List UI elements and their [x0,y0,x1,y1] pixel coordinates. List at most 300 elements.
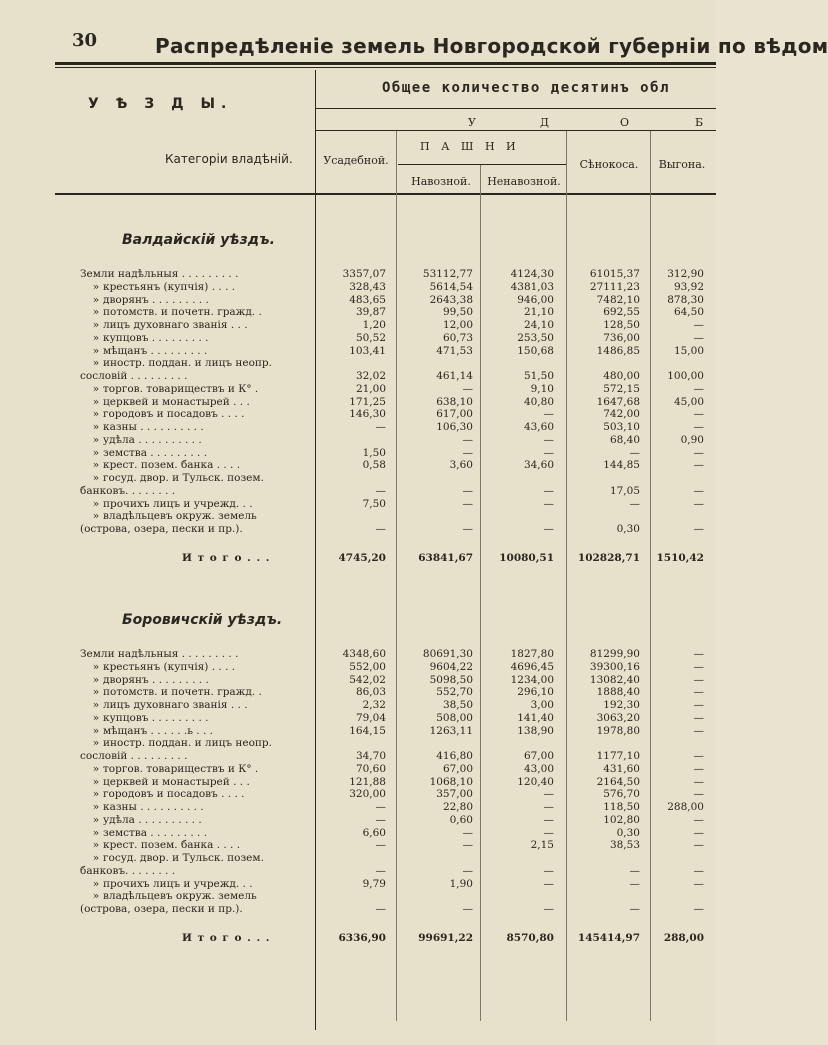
table-cell: — [629,498,640,510]
table-row [0,712,716,725]
table-cell: — [693,839,704,851]
table-cell: 68,40 [609,434,640,446]
table-cell: 1978,80 [596,725,640,737]
ditto-mark: » [92,498,100,510]
table-cell: — [693,865,704,877]
row-label: лицъ духовнаго званія . . . [103,319,248,331]
table-cell: — [693,763,704,775]
row-label: (острова, озера, пески и пр.). [80,903,243,915]
row-label: казны . . . . . . . . . . [103,421,204,433]
table-cell: — [375,485,386,497]
table-row [0,763,716,776]
table-cell: 102,80 [603,814,640,826]
total-cell: 8570,80 [506,932,554,944]
table-cell: — [693,661,704,673]
ditto-mark: » [92,319,100,331]
top-rule-thin [55,67,716,68]
table-cell: — [693,878,704,890]
ditto-mark: » [92,878,100,890]
table-cell: — [543,434,554,446]
table-cell: 21,10 [523,306,554,318]
table-cell: — [375,523,386,535]
table-cell: — [462,485,473,497]
table-cell: 141,40 [517,712,554,724]
table-cell: 106,30 [436,421,473,433]
table-cell: — [693,332,704,344]
table-cell: — [543,485,554,497]
table-cell: 1,50 [362,447,386,459]
table-row [0,510,716,523]
table-cell: — [462,434,473,446]
table-row [0,852,716,865]
table-cell: 3,00 [530,699,554,711]
table-cell: 692,55 [603,306,640,318]
table-cell: 86,03 [355,686,386,698]
table-cell: 15,00 [673,345,704,357]
row-label: земства . . . . . . . . . [103,827,208,839]
table-cell: 70,60 [355,763,386,775]
table-cell: — [462,447,473,459]
page-title: Распредѣленіе земель Новгородской губерніи по вѣдом [155,34,828,58]
table-row [0,865,716,878]
total-row [0,552,716,565]
col-usadebnoi: Усадебной. [323,154,389,167]
table-cell: 81299,90 [589,648,640,660]
table-cell: 100,00 [667,370,704,382]
table-cell: 617,00 [436,408,473,420]
col-senokosa: Сѣнокоса. [579,158,639,171]
table-cell: 128,50 [603,319,640,331]
header-total-heading: Общее количество десятинъ обл [382,80,670,96]
row-label: торгов. товариществъ и К° . [103,763,259,775]
ditto-mark: » [92,434,100,446]
table-cell: 946,00 [517,294,554,306]
table-cell: 320,00 [349,788,386,800]
row-label: казны . . . . . . . . . . [103,801,204,813]
table-row [0,332,716,345]
total-cell: 102828,71 [577,552,640,564]
table-cell: — [693,686,704,698]
table-cell: 80691,30 [422,648,473,660]
table-cell: — [375,814,386,826]
total-cell: 4745,20 [338,552,386,564]
table-cell: 328,43 [349,281,386,293]
table-cell: 253,50 [517,332,554,344]
total-cell: 10080,51 [499,552,554,564]
table-cell: 471,53 [436,345,473,357]
ditto-mark: » [92,801,100,813]
table-cell: — [693,903,704,915]
row-label: прочихъ лицъ и учрежд. . . [103,878,253,890]
table-cell: 93,92 [673,281,704,293]
table-cell: — [693,408,704,420]
table-cell: — [629,878,640,890]
table-row [0,750,716,763]
table-cell: — [375,839,386,851]
row-label: дворянъ . . . . . . . . . [103,674,209,686]
table-cell: 7,50 [362,498,386,510]
table-row [0,472,716,485]
ditto-mark: » [92,383,100,395]
table-cell: — [693,485,704,497]
table-cell: 2,15 [530,839,554,851]
row-label: городовъ и посадовъ . . . . [103,408,245,420]
table-cell: — [543,447,554,459]
row-label: Земли надѣльныя . . . . . . . . . [80,648,239,660]
table-cell: 4124,30 [510,268,554,280]
ditto-mark: » [92,890,100,902]
table-cell: 572,15 [603,383,640,395]
table-cell: 64,50 [673,306,704,318]
table-cell: — [629,903,640,915]
table-cell: — [462,865,473,877]
district-name: Валдайскій уѣздъ. [122,232,275,248]
table-cell: 40,80 [523,396,554,408]
table-cell: 9604,22 [429,661,473,673]
ditto-mark: » [92,852,100,864]
table-cell: 542,02 [349,674,386,686]
total-cell: 288,00 [663,932,704,944]
table-cell: 34,60 [523,459,554,471]
col-nenavoznoi: Ненавозной. [487,175,561,188]
table-cell: 150,68 [517,345,554,357]
row-label: мѣщанъ . . . . . .ь . . . [103,725,213,737]
ditto-mark: » [92,776,100,788]
table-cell: 1486,85 [596,345,640,357]
table-cell: 736,00 [603,332,640,344]
table-row [0,485,716,498]
row-label: земства . . . . . . . . . [103,447,208,459]
table-cell: 1177,10 [596,750,640,762]
row-label: крестьянъ (купчія) . . . . [103,661,236,673]
row-label: потомств. и почетн. гражд. . [103,306,262,318]
header-rule-2 [316,130,716,131]
row-label: крест. позем. банка . . . . [103,459,241,471]
table-cell: — [693,447,704,459]
table-cell: 38,50 [442,699,473,711]
table-cell: 39300,16 [589,661,640,673]
table-cell: 192,30 [603,699,640,711]
table-cell: — [543,498,554,510]
table-cell: 508,00 [436,712,473,724]
table-cell: — [543,523,554,535]
table-cell: 2,32 [362,699,386,711]
row-label: банковъ. . . . . . . . [80,485,176,497]
header-letter-u: У [468,116,476,129]
row-label: сословій . . . . . . . . . [80,370,188,382]
table-cell: 483,65 [349,294,386,306]
table-cell: 5614,54 [429,281,473,293]
table-cell: 0,90 [680,434,704,446]
total-cell: 1510,42 [656,552,704,564]
row-label: крестьянъ (купчія) . . . . [103,281,236,293]
row-label: потомств. и почетн. гражд. . [103,686,262,698]
ditto-mark: » [92,408,100,420]
header-letter-o: О [620,116,630,129]
table-cell: 45,00 [673,396,704,408]
table-cell: 32,02 [355,370,386,382]
table-cell: — [543,814,554,826]
table-cell: — [629,447,640,459]
row-label: госуд. двор. и Тульск. позем. [103,852,264,864]
district-name: Боровичскій уѣздъ. [122,612,283,628]
table-cell: 12,00 [442,319,473,331]
top-rule [55,62,716,65]
row-label: городовъ и посадовъ . . . . [103,788,245,800]
table-cell: — [375,903,386,915]
header-bottom-rule [55,193,716,195]
table-row [0,648,716,661]
row-label: Земли надѣльныя . . . . . . . . . [80,268,239,280]
table-cell: — [543,865,554,877]
table-cell: — [462,827,473,839]
table-cell: 1647,68 [596,396,640,408]
row-label: церквей и монастырей . . . [103,396,250,408]
header-letter-d: Д [540,116,549,129]
total-cell: 6336,90 [338,932,386,944]
ditto-mark: » [92,699,100,711]
table-cell: — [543,827,554,839]
table-cell: 0,30 [616,827,640,839]
row-label: торгов. товариществъ и К° . [103,383,259,395]
table-cell: 144,85 [603,459,640,471]
table-cell: 53112,77 [422,268,473,280]
table-row [0,801,716,814]
table-cell: 38,53 [609,839,640,851]
table-cell: 43,60 [523,421,554,433]
table-cell: 1827,80 [510,648,554,660]
table-cell: 164,15 [349,725,386,737]
table-cell: 1,20 [362,319,386,331]
table-cell: — [693,648,704,660]
table-cell: — [543,903,554,915]
ditto-mark: » [92,459,100,471]
table-cell: — [462,383,473,395]
ditto-mark: » [92,674,100,686]
row-label: госуд. двор. и Тульск. позем. [103,472,264,484]
table-cell: 1,90 [449,878,473,890]
table-cell: 742,00 [603,408,640,420]
header-uezdy: У Ѣ З Д Ы. [88,96,233,112]
row-label: прочихъ лицъ и учрежд. . . [103,498,253,510]
table-row [0,319,716,332]
table-row [0,686,716,699]
table-cell: 3063,20 [596,712,640,724]
header-pashni: П А Ш Н И [420,140,520,153]
table-cell: 503,10 [603,421,640,433]
table-cell: 99,50 [442,306,473,318]
row-label: сословій . . . . . . . . . [80,750,188,762]
total-cell: 99691,22 [418,932,473,944]
row-label: банковъ. . . . . . . . [80,865,176,877]
table-cell: — [462,498,473,510]
total-cell: 63841,67 [418,552,473,564]
ditto-mark: » [92,306,100,318]
table-row [0,421,716,434]
table-cell: 17,05 [609,485,640,497]
row-label: дворянъ . . . . . . . . . [103,294,209,306]
table-row [0,903,716,916]
table-cell: — [693,788,704,800]
table-cell: 39,87 [355,306,386,318]
table-cell: 22,80 [442,801,473,813]
table-cell: 4696,45 [510,661,554,673]
table-cell: 296,10 [517,686,554,698]
row-label: иностр. поддан. и лицъ неопр. [103,737,272,749]
table-cell: 79,04 [355,712,386,724]
table-cell: 416,80 [436,750,473,762]
table-row [0,281,716,294]
table-cell: 0,60 [449,814,473,826]
table-cell: 461,14 [436,370,473,382]
table-row [0,661,716,674]
table-cell: 3,60 [449,459,473,471]
total-cell: 145414,97 [577,932,640,944]
table-cell: 878,30 [667,294,704,306]
table-cell: 3357,07 [342,268,386,280]
ditto-mark: » [92,737,100,749]
table-row [0,383,716,396]
row-label: удѣла . . . . . . . . . . [103,814,202,826]
table-cell: 2164,50 [596,776,640,788]
table-row [0,699,716,712]
table-cell: 60,73 [442,332,473,344]
table-cell: — [462,903,473,915]
table-cell: — [462,523,473,535]
table-row [0,306,716,319]
table-cell: — [629,865,640,877]
table-cell: 431,60 [603,763,640,775]
table-cell: — [693,750,704,762]
table-cell: — [543,408,554,420]
ditto-mark: » [92,827,100,839]
table-cell: 576,70 [603,788,640,800]
header-rule-1 [316,108,716,109]
ditto-mark: » [92,447,100,459]
table-cell: 67,00 [442,763,473,775]
table-cell: — [693,498,704,510]
row-label: иностр. поддан. и лицъ неопр. [103,357,272,369]
ditto-mark: » [92,421,100,433]
row-label: купцовъ . . . . . . . . . [103,712,209,724]
ditto-mark: » [92,725,100,737]
total-row [0,932,716,945]
ditto-mark: » [92,712,100,724]
table-cell: — [375,421,386,433]
table-cell: 552,00 [349,661,386,673]
table-cell: 67,00 [523,750,554,762]
table-cell: 9,79 [362,878,386,890]
table-cell: 312,90 [667,268,704,280]
pashni-rule [398,164,566,165]
row-label: церквей и монастырей . . . [103,776,250,788]
table-cell: 288,00 [667,801,704,813]
total-label: И т о г о . . . [182,552,271,564]
table-row [0,788,716,801]
table-cell: 138,90 [517,725,554,737]
table-cell: 61015,37 [589,268,640,280]
ditto-mark: » [92,472,100,484]
table-row [0,459,716,472]
table-row [0,434,716,447]
ditto-mark: » [92,686,100,698]
table-cell: — [693,319,704,331]
total-label: И т о г о . . . [182,932,271,944]
table-cell: 6,60 [362,827,386,839]
table-cell: 43,00 [523,763,554,775]
table-cell: — [693,523,704,535]
table-cell: 9,10 [530,383,554,395]
table-cell: — [693,383,704,395]
table-cell: 1068,10 [429,776,473,788]
row-label: удѣла . . . . . . . . . . [103,434,202,446]
table-row [0,408,716,421]
row-label: крест. позем. банка . . . . [103,839,241,851]
row-label: мѣщанъ . . . . . . . . . [103,345,208,357]
table-cell: 27111,23 [589,281,640,293]
ditto-mark: » [92,788,100,800]
table-cell: — [693,725,704,737]
ditto-mark: » [92,763,100,775]
ditto-mark: » [92,294,100,306]
table-cell: — [543,878,554,890]
row-label: (острова, озера, пески и пр.). [80,523,243,535]
page-number: 30 [72,30,98,51]
table-cell: — [543,788,554,800]
table-cell: 146,30 [349,408,386,420]
table-cell: 50,52 [355,332,386,344]
table-cell: 118,50 [603,801,640,813]
table-cell: — [375,801,386,813]
table-row [0,523,716,536]
ditto-mark: » [92,661,100,673]
col-navoznoi: Навозной. [411,175,471,188]
table-cell: 1263,11 [429,725,473,737]
row-label: купцовъ . . . . . . . . . [103,332,209,344]
ditto-mark: » [92,510,100,522]
table-cell: 121,88 [349,776,386,788]
table-row [0,268,716,281]
table-row [0,839,716,852]
table-cell: 7482,10 [596,294,640,306]
ditto-mark: » [92,281,100,293]
table-cell: 51,50 [523,370,554,382]
table-cell: — [693,776,704,788]
ditto-mark: » [92,332,100,344]
table-cell: 4348,60 [342,648,386,660]
row-label: лицъ духовнаго званія . . . [103,699,248,711]
ditto-mark: » [92,814,100,826]
table-cell: 171,25 [349,396,386,408]
table-cell: 34,70 [355,750,386,762]
table-cell: — [693,814,704,826]
table-cell: — [693,459,704,471]
table-row [0,370,716,383]
ditto-mark: » [92,839,100,851]
table-cell: 13082,40 [589,674,640,686]
header-letter-b: Б [695,116,704,129]
table-cell: 480,00 [603,370,640,382]
table-cell: 21,00 [355,383,386,395]
col-vygona: Выгона. [658,158,706,171]
table-cell: 4381,03 [510,281,554,293]
table-cell: — [693,827,704,839]
table-row [0,890,716,903]
table-cell: — [543,801,554,813]
ditto-mark: » [92,345,100,357]
table-cell: 1234,00 [510,674,554,686]
table-cell: 103,41 [349,345,386,357]
